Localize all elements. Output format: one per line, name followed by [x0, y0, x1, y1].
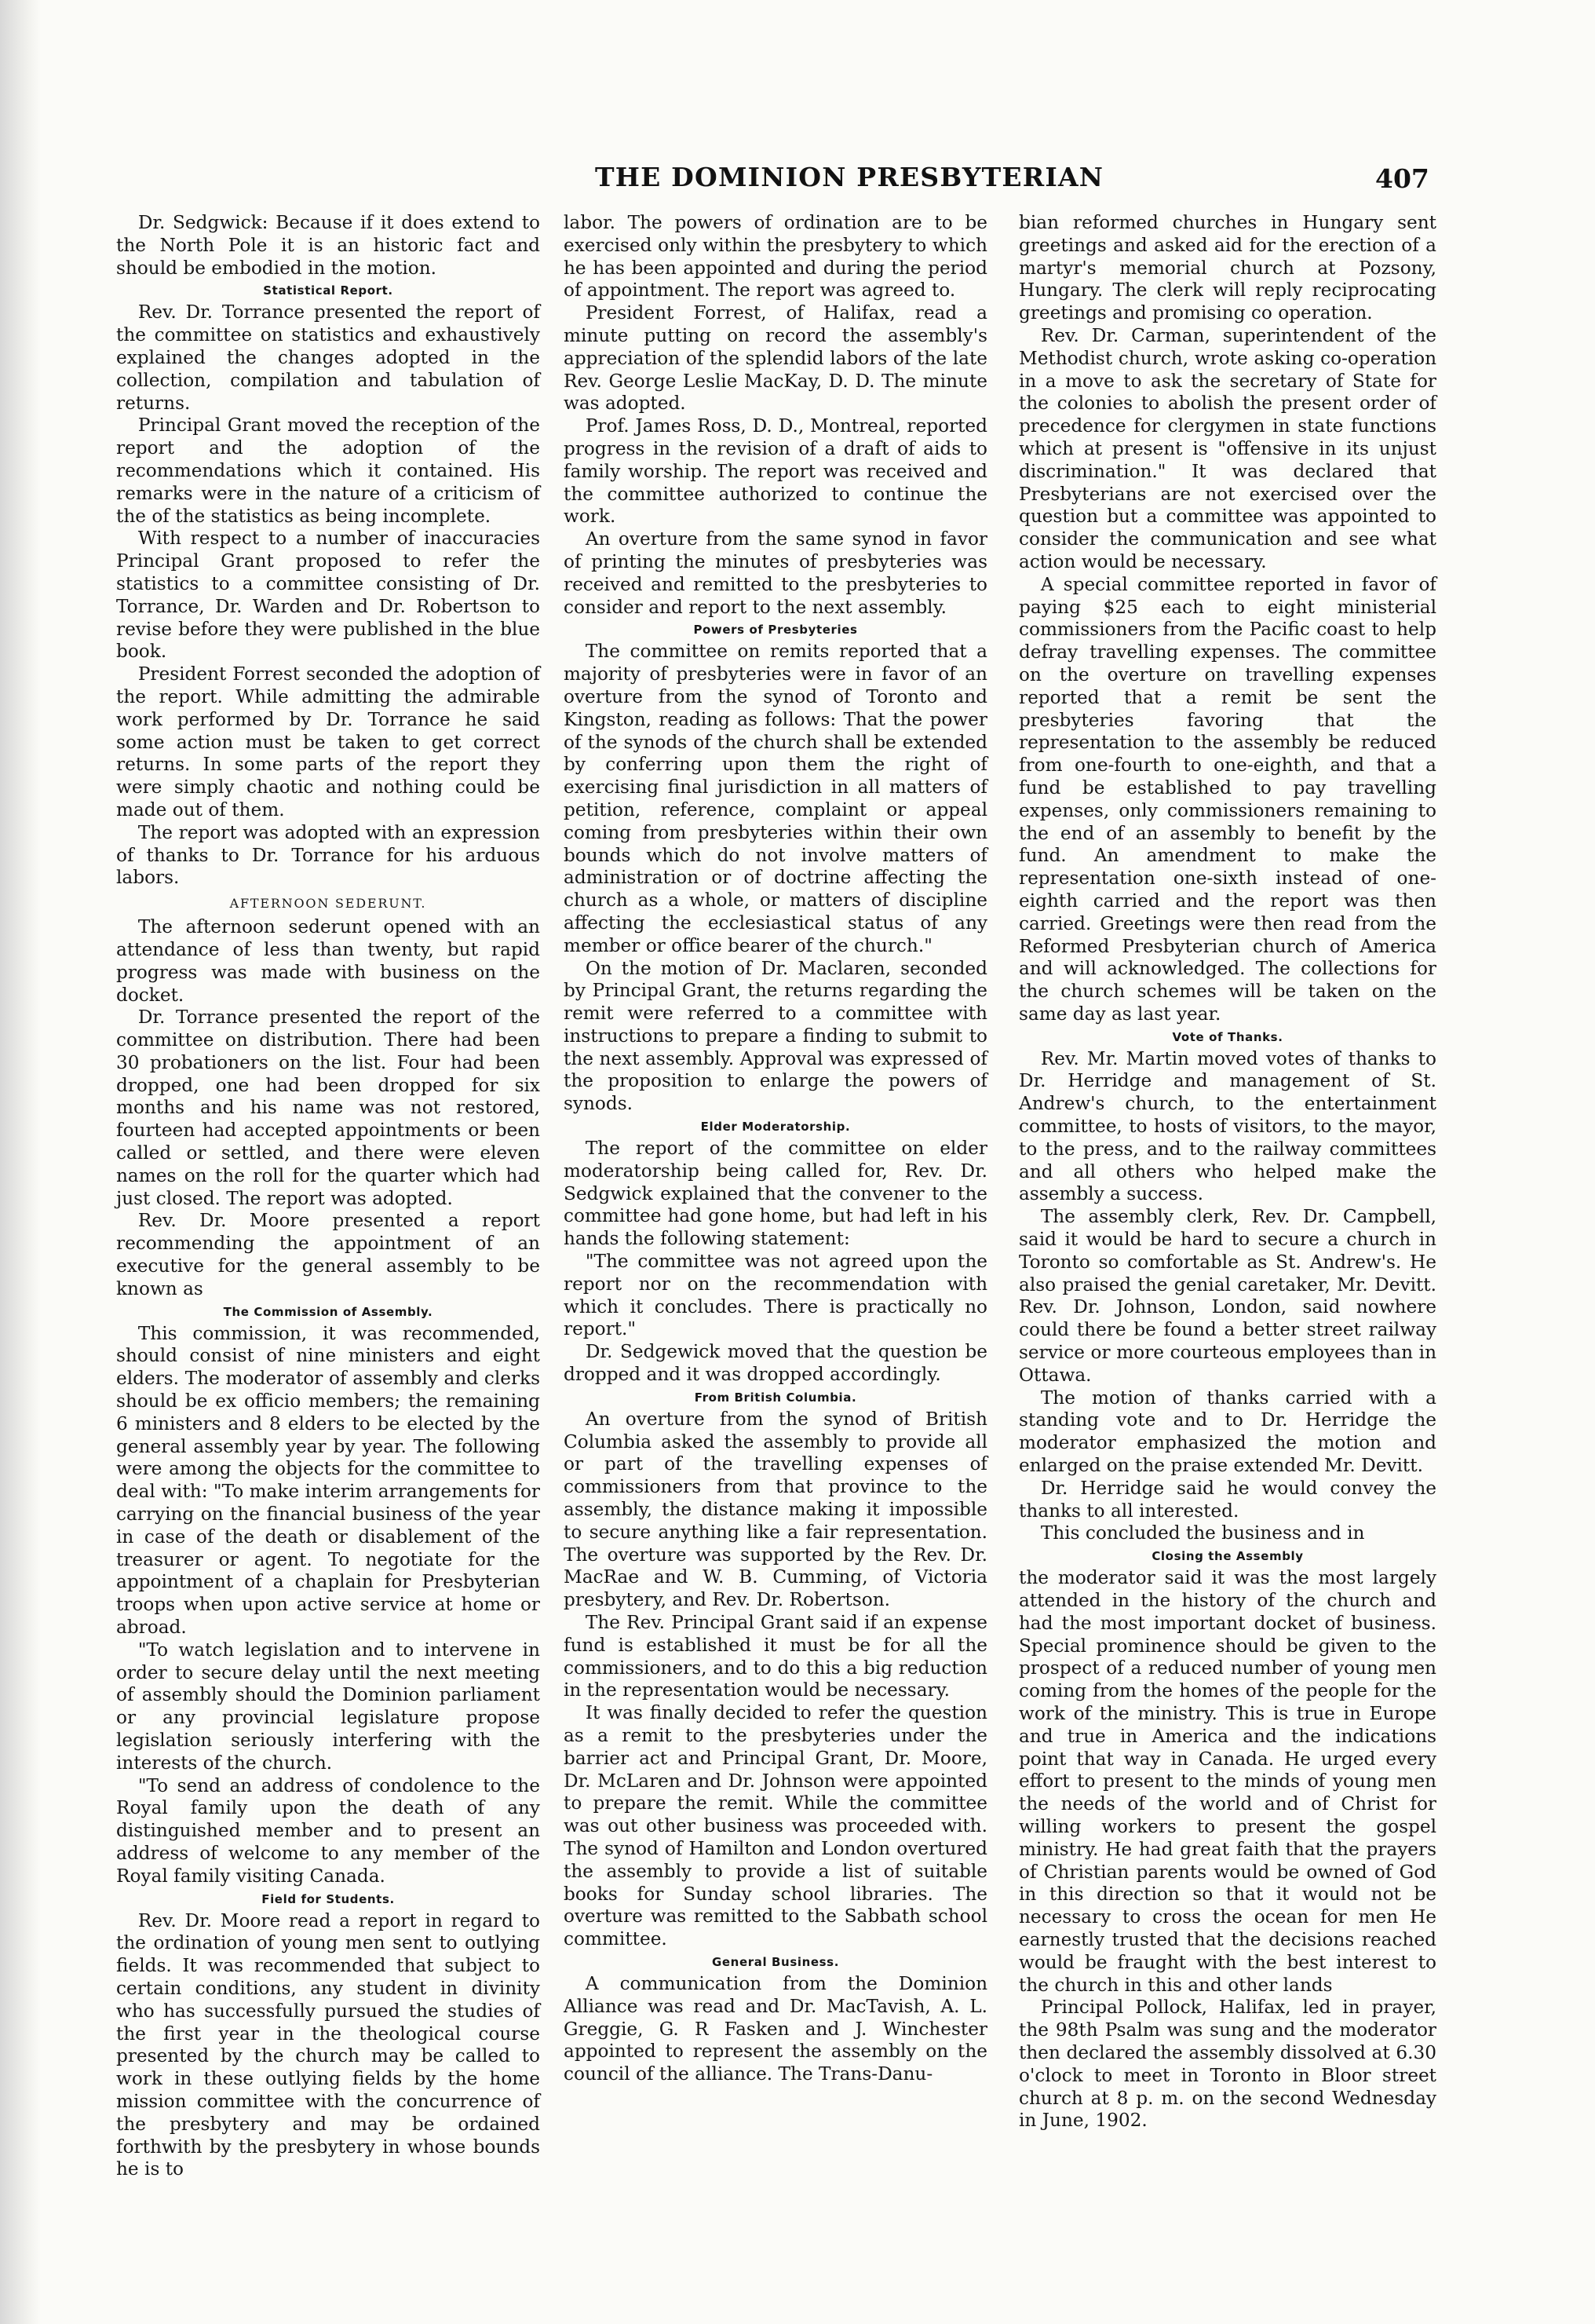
article-paragraph: Dr. Torrance presented the report of the committee on distribution. There had been 30 probationers on the list. Four had been dropped, one had been dropped for six months and his name was not restored, fourteen had accepted appointments or been called or settled, and there were eleven names on the roll for the quarter which had just closed. The report was adopted.	[116, 1007, 540, 1209]
article-paragraph: The report was adopted with an expression of thanks to Dr. Torrance for his arduous labors.	[116, 821, 540, 889]
article-paragraph: Prof. James Ross, D. D., Montreal, reported progress in the revision of a draft of aids to family worship. The report was received and the committee authorized to continue the work.	[564, 415, 987, 528]
text-column-3	[1019, 212, 1436, 2132]
article-paragraph: A communication from the Dominion Alliance was read and Dr. MacTavish, A. L. Greggie, G. R Fasken and J. Winchester appointed to represent the assembly on the council of the alliance. The Trans-Danu-	[564, 1972, 987, 2085]
text-column-1	[116, 212, 540, 2181]
section-heading: Closing the Assembly	[1152, 1549, 1304, 1564]
article-paragraph: This commission, it was recommended, should consist of nine ministers and eight elders. The moderator of assembly and clerks should be ex officio members; the remaining 6 ministers and 8 elders to be elected by the general assembly year by year. The following were among the objects for the committee to deal with: "To make interim arrangements for carrying on the financial business of the year in case of the death or disablement of the treasurer or agent. To negotiate for the appointment of a chaplain for Presbyterian troops when upon active service at home or abroad.	[116, 1322, 540, 1639]
article-paragraph: An overture from the same synod in favor of printing the minutes of presbyteries was received and remitted to the presbyteries to consider and report to the next assembly.	[564, 528, 987, 618]
section-heading: Elder Moderatorship.	[700, 1120, 851, 1135]
article-paragraph: bian reformed churches in Hungary sent greetings and asked aid for the erection of a martyr's memorial church at Pozsony, Hungary. The clerk will reply reciprocating greetings and promising co operation.	[1019, 212, 1436, 324]
section-heading: Field for Students.	[261, 1891, 395, 1906]
article-paragraph: Rev. Dr. Torrance presented the report of the committee on statistics and exhaustively explained the changes adopted in the collection, compilation and tabulation of returns.	[116, 301, 540, 414]
article-paragraph: Rev. Dr. Moore presented a report recommending the appointment of an executive for the general assembly to be known as	[116, 1210, 540, 1299]
article-paragraph: On the motion of Dr. Maclaren, seconded by Principal Grant, the returns regarding the remit were referred to a committee with instructions to prepare a finding to submit to the next assembly. Approval was expressed of the proposition to enlarge the powers of synods.	[564, 957, 987, 1115]
page-number: 407	[1375, 163, 1429, 194]
article-paragraph: With respect to a number of inaccuracies Principal Grant proposed to refer the statistics to a committee consisting of Dr. Torrance, Dr. Warden and Dr. Robertson to revise before they were published in the blue book.	[116, 528, 540, 663]
text-column-2	[564, 212, 987, 2086]
article-paragraph: A special committee reported in favor of paying $25 each to eight ministerial commissioners from the Pacific coast to help defray travelling expenses. The committee on the overture on travelling expenses reported that a remit be sent the presbyteries favoring that the representation to the assembly be reduced from one-fourth to one-eighth, and that a fund be established to pay travelling expenses, only commissioners remaining to the end of an assembly to benefit by the fund. An amendment to make the representation one-sixth instead of one-eighth carried and the report was then carried. Greetings were then read from the Reformed Presbyterian church of America and will acknowledged. The collections for the church schemes will be taken on the same day as last year.	[1019, 573, 1436, 1025]
section-heading: AFTERNOON SEDERUNT.	[229, 896, 427, 912]
article-paragraph: The committee on remits reported that a majority of presbyteries were in favor of an overture from the synod of Toronto and Kingston, reading as follows: That the power of the synods of the church shall be extended by conferring upon them the right of exercising final jurisdiction in all matters of petition, reference, complaint or appeal coming from presbyteries within their own bounds which do not involve matters of administration or of doctrine affecting the church as a whole, or matters of discipline affecting the ecclesiastical status of any member or office bearer of the church."	[564, 641, 987, 956]
article-paragraph: Dr. Sedgwick: Because if it does extend to the North Pole it is an historic fact and should be embodied in the motion.	[116, 212, 540, 279]
article-paragraph: Principal Grant moved the reception of the report and the adoption of the recommendations which it contained. His remarks were in the nature of a criticism of the of the statistics as being incomplete.	[116, 415, 540, 527]
article-paragraph: "The committee was not agreed upon the report nor on the recommendation with which it concludes. There is practically no report."	[564, 1251, 987, 1340]
article-paragraph: Principal Pollock, Halifax, led in prayer, the 98th Psalm was sung and the moderator then declared the assembly dissolved at 6.30 o'clock to meet in Toronto in Bloor street church at 8 p. m. on the second Wednesday in June, 1902.	[1019, 1997, 1436, 2132]
article-paragraph: The Rev. Principal Grant said if an expense fund is established it must be for all the commissioners, and to do this a big reduction in the representation would be necessary.	[564, 1612, 987, 1701]
article-paragraph: It was finally decided to refer the question as a remit to the presbyteries under the barrier act and Principal Grant, Dr. Moore, Dr. McLaren and Dr. Johnson were appointed to prepare the remit. While the committee was out other business was proceeded with. The synod of Hamilton and London overtured the assembly to provide a list of suitable books for Sunday school libraries. The overture was remitted to the Sabbath school committee.	[564, 1702, 987, 1950]
section-heading: The Commission of Assembly.	[223, 1304, 433, 1319]
article-paragraph: Rev. Dr. Moore read a report in regard to the ordination of young men sent to outlying fields. It was recommended that subject to certain conditions, any student in divinity who has successfully pursued the studies of the first year in the theological course presented by the church may be called to work in these outlying fields by the home mission committee with the concurrence of the presbytery and may be ordained forthwith by the presbytery in whose bounds he is to	[116, 1909, 540, 2180]
section-heading: Powers of Presbyteries	[693, 623, 858, 638]
article-paragraph: President Forrest, of Halifax, read a minute putting on record the assembly's appreciation of the splendid labors of the late Rev. George Leslie MacKay, D. D. The minute was adopted.	[564, 302, 987, 415]
article-paragraph: labor. The powers of ordination are to be exercised only within the presbytery to which he has been appointed and during the period of appointment. The report was agreed to.	[564, 212, 987, 301]
article-paragraph: Dr. Sedgewick moved that the question be dropped and it was dropped accordingly.	[564, 1341, 987, 1386]
article-paragraph: This concluded the business and in	[1040, 1522, 1365, 1544]
article-paragraph: Rev. Dr. Carman, superintendent of the Methodist church, wrote asking co-operation in a move to ask the secretary of State for the colonies to abolish the present order of precedence for clergymen in state functions which at present is "offensive in its unjust discrimination." It was declared that Presbyterians are not exercised over the question but a committee was appointed to consider the communication and see what action would be necessary.	[1019, 324, 1436, 572]
article-paragraph: President Forrest seconded the adoption of the report. While admitting the admirable work performed by Dr. Torrance he said some action must be taken to get correct returns. In some parts of the report they were simply chaotic and nothing could be made out of them.	[116, 663, 540, 820]
article-paragraph: Dr. Herridge said he would convey the thanks to all interested.	[1019, 1477, 1436, 1522]
section-heading: Vote of Thanks.	[1172, 1029, 1283, 1044]
section-heading: General Business.	[711, 1954, 839, 1969]
article-paragraph: Rev. Mr. Martin moved votes of thanks to Dr. Herridge and management of St. Andrew's church, to the entertainment committee, to hosts of visitors, to the mayor, to the press, and to the railway committees and all others who helped make the assembly a success.	[1019, 1047, 1436, 1205]
article-paragraph: The motion of thanks carried with a standing vote and to Dr. Herridge the moderator emphasized the motion and enlarged on the praise extended Mr. Devitt.	[1019, 1387, 1436, 1477]
article-paragraph: An overture from the synod of British Columbia asked the assembly to provide all or part of the travelling expenses of commissioners from that province to the assembly, the distance making it impossible to secure anything like a fair representation. The overture was supported by the Rev. Dr. MacRae and W. B. Cumming, of Victoria presbytery, and Rev. Dr. Robertson.	[564, 1408, 987, 1611]
article-paragraph: The afternoon sederunt opened with an attendance of less than twenty, but rapid progress was made with business on the docket.	[116, 916, 540, 1006]
article-paragraph: The assembly clerk, Rev. Dr. Campbell, said it would be hard to secure a church in Toronto so comfortable as St. Andrew's. He also praised the genial caretaker, Mr. Devitt. Rev. Dr. Johnson, London, said nowhere could there be found a better street railway service or more courteous employees than in Ottawa.	[1019, 1206, 1436, 1386]
article-paragraph: "To watch legislation and to intervene in order to secure delay until the next meeting of assembly should the Dominion parliament or any provincial legislature propose legislation seriously interfering with the interests of the church.	[116, 1639, 540, 1774]
article-paragraph: "To send an address of condolence to the Royal family upon the death of any distinguished member and to present an address of welcome to any member of the Royal family visiting Canada.	[116, 1774, 540, 1887]
article-paragraph: The report of the committee on elder moderatorship being called for, Rev. Dr. Sedgwick explained that the convener to the committee had gone home, but had left in his hands the following statement:	[564, 1138, 987, 1250]
page-header-title: THE DOMINION PRESBYTERIAN	[595, 162, 1104, 192]
article-paragraph: the moderator said it was the most largely attended in the history of the church and had the most important docket of business. Special prominence should be given to the prospect of a reduced number of young men coming from the homes of the people for the work of the ministry. This is true in Europe and true in America and the indications point that way in Canada. He urged every effort to present to the minds of young men the needs of the world and of Christ for willing workers to present the gospel ministry. He had great faith that the prayers of Christian parents would be owned of God in this direction so that it would not be necessary to cross the ocean for men He earnestly trusted that the decisions reached would be fraught with the best interest to the church in this and other lands	[1019, 1567, 1436, 1996]
scan-shadow	[0, 0, 41, 2324]
section-heading: From British Columbia.	[694, 1390, 857, 1405]
section-heading: Statistical Report.	[263, 283, 393, 298]
